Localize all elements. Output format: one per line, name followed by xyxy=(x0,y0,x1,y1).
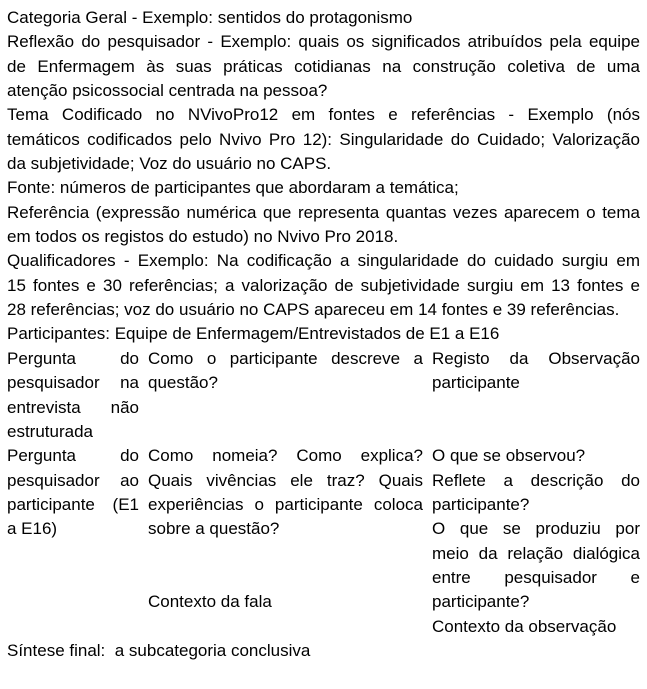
observation-questions-cell-line: Contexto da observação xyxy=(432,616,617,636)
intro-line: em todos os registos do estudo) no Nvivo Pro 2018. xyxy=(7,227,399,247)
participant-describe-cell xyxy=(148,347,423,444)
intro-text-block xyxy=(7,6,640,347)
intro-line: Participantes: Equipe de Enfermagem/Entrevistados de E1 a E16 xyxy=(7,324,500,344)
observation-record-cell xyxy=(432,347,640,444)
observation-record-cell-line: Registo da Observação xyxy=(432,348,640,368)
intro-line: Fonte: números de participantes que abordaram a temática; xyxy=(7,178,459,198)
researcher-question-participant-cell-line: participante (E1 xyxy=(7,494,139,514)
observation-questions-cell-line: meio da relação dialógica xyxy=(432,543,640,563)
naming-questions-cell-line xyxy=(148,566,423,590)
naming-questions-cell xyxy=(148,444,423,639)
final-synthesis-line: Síntese final: a subcategoria conclusiva xyxy=(7,640,311,660)
participant-describe-cell-line: questão? xyxy=(148,373,218,393)
intro-line: Reflexão do pesquisador - Exemplo: quais os significados atribuídos pela equipe xyxy=(7,32,640,52)
intro-line: atenção psicossocial centrada na pessoa? xyxy=(7,81,328,101)
observation-questions-cell-line: participante? xyxy=(432,592,530,612)
naming-questions-cell-line: Como nomeia? Como explica? xyxy=(148,446,423,466)
observation-questions-cell xyxy=(432,444,640,639)
researcher-question-unstructured-cell-line: estruturada xyxy=(7,421,93,441)
observation-questions-cell-line: O que se produziu por xyxy=(432,519,640,539)
observation-questions-cell-line: participante? xyxy=(432,494,530,514)
researcher-question-participant-cell-line: Pergunta do xyxy=(7,446,139,466)
researcher-question-participant-cell xyxy=(7,444,139,639)
observation-record-cell-line: participante xyxy=(432,373,520,393)
participant-describe-cell-line: Como o participante descreve a xyxy=(148,348,423,368)
researcher-question-unstructured-cell xyxy=(7,347,139,444)
intro-line: 28 referências; voz do usuário no CAPS apareceu em 14 fontes e 39 referências. xyxy=(7,300,620,320)
table-row-2 xyxy=(7,444,640,639)
naming-questions-cell-line xyxy=(148,542,423,566)
researcher-question-unstructured-cell-line: pesquisador na xyxy=(7,373,139,393)
coding-framework-table xyxy=(7,347,640,639)
intro-line: Referência (expressão numérica que representa quantas vezes aparecem o tema xyxy=(7,202,640,222)
observation-questions-cell-line: O que se observou? xyxy=(432,446,586,466)
naming-questions-cell-line: Contexto da fala xyxy=(148,592,272,612)
naming-questions-cell-line: Quais vivências ele traz? Quais xyxy=(148,470,423,490)
intro-line: Categoria Geral - Exemplo: sentidos do protagonismo xyxy=(7,8,413,27)
researcher-question-unstructured-cell-line: entrevista não xyxy=(7,397,139,417)
intro-line: Tema Codificado no NVivoPro12 em fontes e referências - Exemplo (nós xyxy=(7,105,640,125)
researcher-question-participant-cell-line: pesquisador ao xyxy=(7,470,139,490)
researcher-question-participant-cell-line: a E16) xyxy=(7,519,58,539)
researcher-question-unstructured-cell-line: Pergunta do xyxy=(7,348,139,368)
observation-questions-cell-line: entre pesquisador e xyxy=(432,567,640,587)
intro-line: temáticos codificados pelo Nvivo Pro 12): Singularidade do Cuidado; Valorização xyxy=(7,129,640,149)
naming-questions-cell-line: sobre a questão? xyxy=(148,519,280,539)
naming-questions-cell-line: experiências o participante coloca xyxy=(148,494,423,514)
observation-questions-cell-line: Reflete a descrição do xyxy=(432,470,640,490)
table-row-1 xyxy=(7,347,640,444)
intro-line: da subjetividade; Voz do usuário no CAPS. xyxy=(7,154,332,174)
intro-line: de Enfermagem às suas práticas cotidianas na construção coletiva de uma xyxy=(7,56,640,76)
intro-line: 15 fontes e 30 referências; a valorização de subjetividade surgiu em 13 fontes e xyxy=(7,275,640,295)
intro-line: Qualificadores - Exemplo: Na codificação a singularidade do cuidado surgiu em xyxy=(7,251,640,271)
